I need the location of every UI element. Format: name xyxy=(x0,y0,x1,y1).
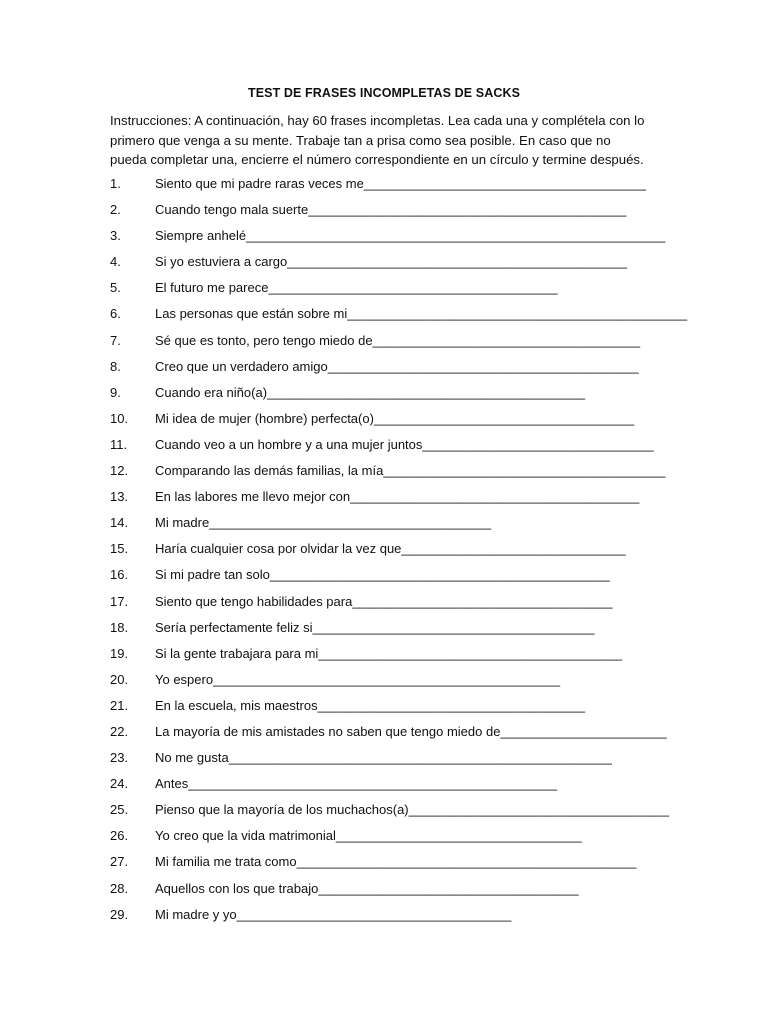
item-number: 1. xyxy=(110,176,121,191)
sentence-stem: Cuando era niño(a) xyxy=(155,384,268,400)
sentence-stem: Cuando veo a un hombre y a una mujer juntos xyxy=(155,436,423,452)
sentence-stem: Siento que mi padre raras veces me xyxy=(155,176,364,191)
sentence-stem: Si yo estuviera a cargo xyxy=(155,254,288,270)
item-number: 27. xyxy=(110,854,129,870)
sentence-stem: En la escuela, mis maestros xyxy=(155,697,318,713)
answer-blank[interactable]: _______________________________________ xyxy=(383,463,666,479)
item-number: 21. xyxy=(110,697,129,713)
sentence-item xyxy=(110,619,670,645)
sentence-stem: Creo que un verdadero amigo xyxy=(155,358,328,374)
sentence-stem: Mi madre y yo xyxy=(155,906,237,922)
sentence-item xyxy=(110,566,670,592)
sentence-item xyxy=(110,514,670,540)
item-number: 6. xyxy=(110,306,121,322)
sentence-item xyxy=(110,305,688,331)
sentence-item xyxy=(110,645,670,671)
item-number: 3. xyxy=(110,228,121,244)
answer-blank[interactable]: __________________________________ xyxy=(335,828,582,844)
sentence-stem: Antes xyxy=(155,776,189,792)
answer-blank[interactable]: _______________________________________________ xyxy=(347,306,688,322)
answer-blank[interactable]: ____________________________________ xyxy=(373,410,635,426)
sentence-item xyxy=(110,853,670,879)
sentence-item xyxy=(110,332,670,358)
sentence-item xyxy=(110,410,670,436)
sentence-stem: Pienso que la mayoría de los muchachos(a) xyxy=(155,802,409,818)
sentence-stem: Si mi padre tan solo xyxy=(155,567,270,583)
answer-blank[interactable]: _____________________________________ xyxy=(317,697,586,713)
item-number: 16. xyxy=(110,567,129,583)
item-number: 24. xyxy=(110,776,129,792)
sentence-item xyxy=(110,775,670,801)
answer-blank[interactable]: ________________________________ xyxy=(422,436,654,452)
item-number: 15. xyxy=(110,541,129,557)
item-number: 11. xyxy=(110,436,128,452)
item-number: 26. xyxy=(110,828,129,844)
sentence-item xyxy=(110,593,670,619)
answer-blank[interactable]: ____________________________________ xyxy=(352,593,613,609)
answer-blank[interactable]: _______________________ xyxy=(500,723,667,739)
sentence-item xyxy=(110,801,670,827)
sentence-stem: Aquellos con los que trabajo xyxy=(155,880,319,896)
sentence-stem: Siempre anhelé xyxy=(155,228,247,244)
item-number: 29. xyxy=(110,906,129,922)
answer-blank[interactable]: ________________________________________ xyxy=(268,280,558,296)
answer-blank[interactable]: ____________________________________________ xyxy=(267,384,586,400)
sentence-stem: No me gusta xyxy=(155,750,229,766)
answer-blank[interactable]: _______________________________________ xyxy=(363,176,646,191)
answer-blank[interactable]: _______________________________________ xyxy=(209,515,492,531)
item-number: 28. xyxy=(110,880,129,896)
answer-blank[interactable]: _______________________________________________ xyxy=(269,567,610,583)
sentence-item xyxy=(110,827,670,853)
answer-blank[interactable]: _____________________________________ xyxy=(372,332,641,348)
item-number: 7. xyxy=(110,332,121,348)
answer-blank[interactable]: _______________________________________ xyxy=(312,619,595,635)
item-number: 17. xyxy=(110,593,129,609)
sentence-stem: Sé que es tonto, pero tengo miedo de xyxy=(155,332,373,348)
sentence-stem: Siento que tengo habilidades para xyxy=(155,593,353,609)
sentence-item xyxy=(110,227,670,253)
item-number: 19. xyxy=(110,645,129,661)
answer-blank[interactable]: _______________________________ xyxy=(401,541,626,557)
sentence-stem: Si la gente trabajara para mi xyxy=(155,645,319,661)
item-number: 25. xyxy=(110,802,129,818)
sentence-stem: Mi idea de mujer (hombre) perfecta(o) xyxy=(155,410,374,426)
answer-blank[interactable]: _____________________________________________________ xyxy=(228,750,612,766)
sentence-stem: Sería perfectamente feliz si xyxy=(155,619,313,635)
sentence-item xyxy=(110,384,670,410)
sentence-stem: Las personas que están sobre mi xyxy=(155,306,348,322)
item-number: 8. xyxy=(110,358,121,374)
item-number: 4. xyxy=(110,254,121,270)
sentence-item xyxy=(110,540,670,566)
sentence-item xyxy=(110,906,670,932)
sentence-item xyxy=(110,723,670,749)
sentence-item xyxy=(110,697,670,723)
answer-blank[interactable]: ______________________________________ xyxy=(236,906,512,922)
sentence-item xyxy=(110,253,670,279)
sentence-item xyxy=(110,749,670,775)
answer-blank[interactable]: _______________________________________________ xyxy=(296,854,637,870)
item-number: 12. xyxy=(110,463,129,479)
sentence-stem: Comparando las demás familias, la mía xyxy=(155,463,384,479)
item-number: 14. xyxy=(110,515,129,531)
sentence-stem: La mayoría de mis amistades no saben que tengo miedo de xyxy=(155,723,501,739)
answer-blank[interactable]: __________________________________________ xyxy=(318,645,622,661)
answer-blank[interactable]: ____________________________________ xyxy=(408,802,669,818)
item-number: 22. xyxy=(110,723,129,739)
sentence-item xyxy=(110,880,670,906)
sentence-stem: Cuando tengo mala suerte xyxy=(155,202,309,218)
sentence-item xyxy=(110,175,670,201)
answer-blank[interactable]: ________________________________________________ xyxy=(213,671,561,687)
sentence-stem: El futuro me parece xyxy=(155,280,269,296)
sentence-stem: Haría cualquier cosa por olvidar la vez que xyxy=(155,541,402,557)
sentence-stem: En las labores me llevo mejor con xyxy=(155,489,351,505)
sentence-item xyxy=(110,436,670,462)
answer-blank[interactable]: __________________________________________________________ xyxy=(246,228,666,244)
item-number: 10. xyxy=(110,410,129,426)
answer-blank[interactable]: _______________________________________________ xyxy=(287,254,628,270)
answer-blank[interactable]: ____________________________________________ xyxy=(308,202,627,218)
item-number: 23. xyxy=(110,750,129,766)
item-number: 18. xyxy=(110,619,129,635)
sentence-stem: Yo creo que la vida matrimonial xyxy=(155,828,336,844)
sentence-item xyxy=(110,358,670,384)
item-number: 9. xyxy=(110,384,121,400)
answer-blank[interactable]: ___________________________________________ xyxy=(327,358,639,374)
item-number: 5. xyxy=(110,280,121,296)
item-number: 2. xyxy=(110,202,121,218)
instructions-paragraph: Instrucciones: A continuación, hay 60 frases incompletas. Lea cada una y complétela con lo primero que venga a su mente. Trabaje tan a prisa como sea posible. En caso que no pueda completar una, encierre el número correspondiente en un círculo y termine después. xyxy=(110,113,645,167)
sentence-stem: Mi madre xyxy=(155,515,210,531)
answer-blank[interactable]: ___________________________________________________ xyxy=(188,776,557,792)
item-number: 13. xyxy=(110,489,129,505)
sentence-item xyxy=(110,488,670,514)
sentence-stem: Yo espero xyxy=(155,671,214,687)
sentence-item xyxy=(110,201,670,227)
sentence-stem: Mi familia me trata como xyxy=(155,854,297,870)
sentence-list xyxy=(110,175,688,932)
answer-blank[interactable]: ____________________________________ xyxy=(318,880,579,896)
sentence-item xyxy=(110,671,670,697)
answer-blank[interactable]: ________________________________________ xyxy=(350,489,640,505)
document-title: TEST DE FRASES INCOMPLETAS DE SACKS xyxy=(247,86,521,100)
sentence-item xyxy=(110,462,670,488)
sentence-item xyxy=(110,279,670,305)
item-number: 20. xyxy=(110,671,129,687)
